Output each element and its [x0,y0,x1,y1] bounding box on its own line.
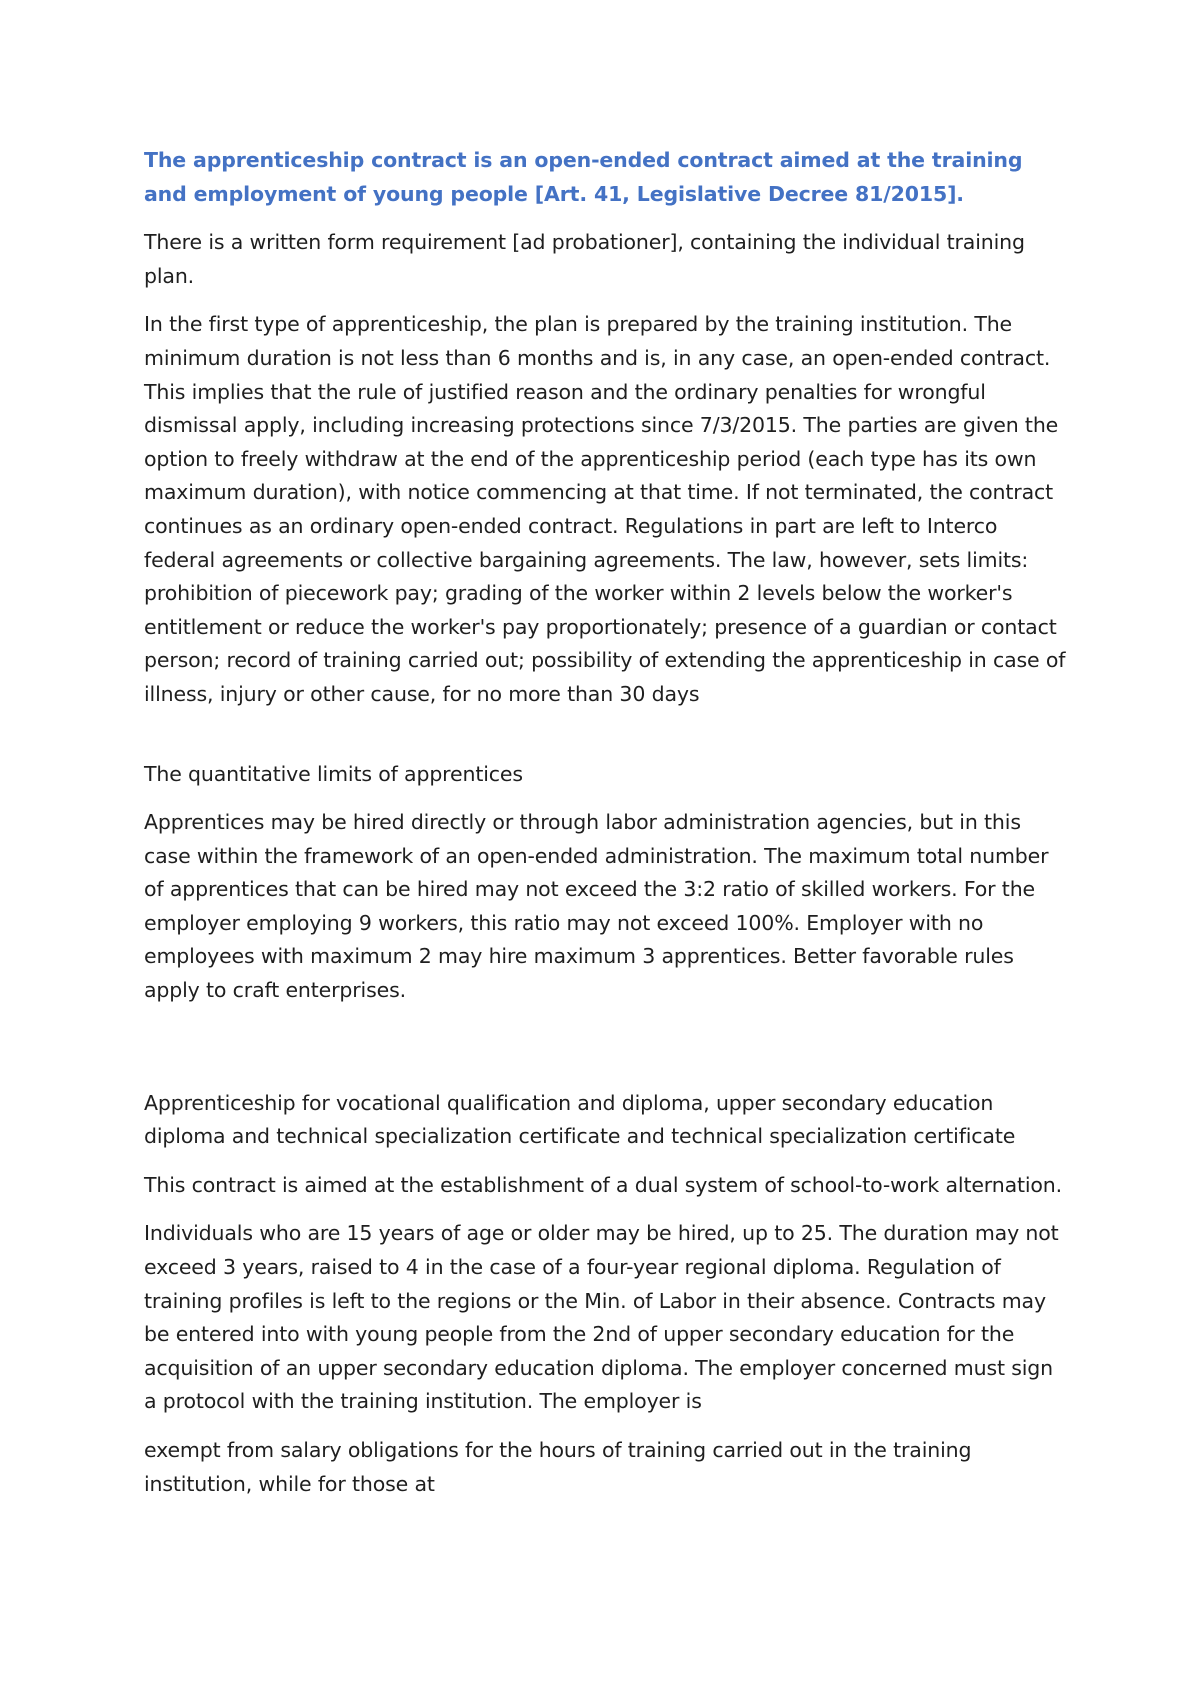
paragraph-first-type: In the first type of apprenticeship, the plan is prepared by the training institution. The minimum duration is not less than 6 months and is, in any case, an open-ended contract. This implies that the rule of justified reason and the ordinary penalties for wrongful dismissal apply, including increasing protections since 7/3/2015. The parties are given the option to freely withdraw at the end of the apprenticeship period (each type has its own maximum duration), with notice commencing at that time. If not terminated, the contract continues as an ordinary open-ended contract. Regulations in part are left to Interco federal agreements or collective bargaining agreements. The law, however, sets limits: prohibition of piecework pay; grading of the worker within 2 levels below the worker's entitlement or reduce the worker's pay proportionately; presence of a guardian or contact person; record of training carried out; possibility of extending the apprenticeship in case of illness, injury or other cause, for no more than 30 days [144,312,1066,706]
paragraph-salary-exemption: exempt from salary obligations for the hours of training carried out in the training institution, while for those at [144,1438,972,1496]
document-body [144,144,1069,1516]
section-heading-vocational-apprenticeship: Apprenticeship for vocational qualification and diploma, upper secondary education diploma and technical specialization certificate and technical specialization certificate [144,1090,1016,1149]
section-heading-quantitative-limits: The quantitative limits of apprentices [144,761,523,786]
lead-paragraph: The apprenticeship contract is an open-ended contract aimed at the training and employment of young people [Art. 41, Legislative Decree 81/2015]. [144,148,1023,206]
paragraph-age-duration: Individuals who are 15 years of age or older may be hired, up to 25. The duration may not exceed 3 years, raised to 4 in the case of a four-year regional diploma. Regulation of training profiles is left to the regions or the Min. of Labor in their absence. Contracts may be entered into with young people from the 2nd of upper secondary education for the acquisition of an upper secondary education diploma. The employer concerned must sign a protocol with the training institution. The employer is [144,1221,1059,1414]
paragraph-quantitative-limits: Apprentices may be hired directly or through labor administration agencies, but in this case within the framework of an open-ended administration. The maximum total number of apprentices that can be hired may not exceed the 3:2 ratio of skilled workers. For the employer employing 9 workers, this ratio may not exceed 100%. Employer with no employees with maximum 2 may hire maximum 3 apprentices. Better favorable rules apply to craft enterprises. [144,810,1049,1003]
paragraph-dual-system: This contract is aimed at the establishment of a dual system of school-to-work alternation. [144,1172,1063,1197]
paragraph-written-form: There is a written form requirement [ad probationer], containing the individual training plan. [144,230,1025,288]
